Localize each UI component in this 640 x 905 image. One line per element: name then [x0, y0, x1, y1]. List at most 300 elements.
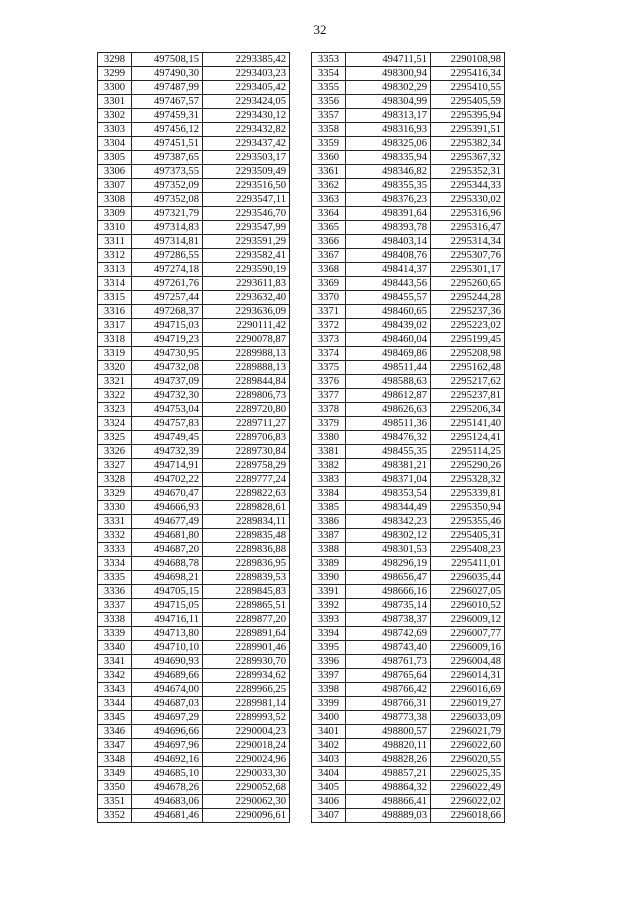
y-coordinate-cell: 2295199,45 [431, 333, 505, 347]
table-row [98, 319, 290, 333]
point-number-cell: 3347 [98, 739, 132, 753]
x-coordinate-cell: 494690,93 [132, 655, 203, 669]
table-row [312, 221, 505, 235]
x-coordinate-cell: 494692,16 [132, 753, 203, 767]
y-coordinate-cell: 2289828,61 [203, 501, 290, 515]
table-row [312, 235, 505, 249]
x-coordinate-cell: 498820,11 [346, 739, 431, 753]
table-row [312, 697, 505, 711]
point-number-cell: 3392 [312, 599, 346, 613]
point-number-cell: 3379 [312, 417, 346, 431]
x-coordinate-cell: 498346,82 [346, 165, 431, 179]
table-row [312, 319, 505, 333]
y-coordinate-cell: 2295301,17 [431, 263, 505, 277]
x-coordinate-cell: 494696,66 [132, 725, 203, 739]
x-coordinate-cell: 498443,56 [346, 277, 431, 291]
point-number-cell: 3378 [312, 403, 346, 417]
point-number-cell: 3307 [98, 179, 132, 193]
x-coordinate-cell: 494732,30 [132, 389, 203, 403]
table-row [98, 655, 290, 669]
x-coordinate-cell: 498302,29 [346, 81, 431, 95]
y-coordinate-cell: 2296019,27 [431, 697, 505, 711]
y-coordinate-cell: 2295367,32 [431, 151, 505, 165]
y-coordinate-cell: 2296022,60 [431, 739, 505, 753]
x-coordinate-cell: 498773,38 [346, 711, 431, 725]
y-coordinate-cell: 2295382,34 [431, 137, 505, 151]
table-row [98, 305, 290, 319]
y-coordinate-cell: 2295314,34 [431, 235, 505, 249]
point-number-cell: 3354 [312, 67, 346, 81]
x-coordinate-cell: 494753,04 [132, 403, 203, 417]
point-number-cell: 3373 [312, 333, 346, 347]
point-number-cell: 3310 [98, 221, 132, 235]
table-row [98, 473, 290, 487]
y-coordinate-cell: 2290111,42 [203, 319, 290, 333]
x-coordinate-cell: 497352,09 [132, 179, 203, 193]
y-coordinate-cell: 2295260,65 [431, 277, 505, 291]
y-coordinate-cell: 2295330,02 [431, 193, 505, 207]
table-row [98, 389, 290, 403]
point-number-cell: 3369 [312, 277, 346, 291]
table-row [98, 641, 290, 655]
x-coordinate-cell: 498766,31 [346, 697, 431, 711]
x-coordinate-cell: 494670,47 [132, 487, 203, 501]
x-coordinate-cell: 498439,02 [346, 319, 431, 333]
table-row [312, 557, 505, 571]
point-number-cell: 3341 [98, 655, 132, 669]
point-number-cell: 3360 [312, 151, 346, 165]
point-number-cell: 3349 [98, 767, 132, 781]
point-number-cell: 3329 [98, 487, 132, 501]
y-coordinate-cell: 2295316,96 [431, 207, 505, 221]
point-number-cell: 3301 [98, 95, 132, 109]
table-row [312, 431, 505, 445]
y-coordinate-cell: 2295395,94 [431, 109, 505, 123]
y-coordinate-cell: 2295206,34 [431, 403, 505, 417]
table-row [98, 739, 290, 753]
y-coordinate-cell: 2289865,51 [203, 599, 290, 613]
x-coordinate-cell: 498735,14 [346, 599, 431, 613]
y-coordinate-cell: 2296007,77 [431, 627, 505, 641]
table-row [98, 277, 290, 291]
x-coordinate-cell: 497268,37 [132, 305, 203, 319]
point-number-cell: 3338 [98, 613, 132, 627]
y-coordinate-cell: 2293590,19 [203, 263, 290, 277]
y-coordinate-cell: 2293547,11 [203, 193, 290, 207]
point-number-cell: 3356 [312, 95, 346, 109]
y-coordinate-cell: 2295405,31 [431, 529, 505, 543]
table-row [312, 361, 505, 375]
point-number-cell: 3334 [98, 557, 132, 571]
table-row [312, 585, 505, 599]
table-row [98, 249, 290, 263]
x-coordinate-cell: 494715,05 [132, 599, 203, 613]
table-row [98, 361, 290, 375]
point-number-cell: 3384 [312, 487, 346, 501]
point-number-cell: 3309 [98, 207, 132, 221]
y-coordinate-cell: 2293582,41 [203, 249, 290, 263]
x-coordinate-cell: 498455,57 [346, 291, 431, 305]
table-row [98, 347, 290, 361]
x-coordinate-cell: 494689,66 [132, 669, 203, 683]
point-number-cell: 3357 [312, 109, 346, 123]
y-coordinate-cell: 2289806,73 [203, 389, 290, 403]
x-coordinate-cell: 494674,00 [132, 683, 203, 697]
point-number-cell: 3355 [312, 81, 346, 95]
point-number-cell: 3389 [312, 557, 346, 571]
point-number-cell: 3333 [98, 543, 132, 557]
y-coordinate-cell: 2295408,23 [431, 543, 505, 557]
x-coordinate-cell: 497274,18 [132, 263, 203, 277]
point-number-cell: 3351 [98, 795, 132, 809]
y-coordinate-cell: 2289934,62 [203, 669, 290, 683]
table-row [98, 599, 290, 613]
point-number-cell: 3403 [312, 753, 346, 767]
table-row [98, 501, 290, 515]
y-coordinate-cell: 2295290,26 [431, 459, 505, 473]
x-coordinate-cell: 498864,32 [346, 781, 431, 795]
x-coordinate-cell: 497490,30 [132, 67, 203, 81]
y-coordinate-cell: 2295244,28 [431, 291, 505, 305]
y-coordinate-cell: 2296021,79 [431, 725, 505, 739]
y-coordinate-cell: 2296022,02 [431, 795, 505, 809]
x-coordinate-cell: 494687,03 [132, 697, 203, 711]
x-coordinate-cell: 494732,39 [132, 445, 203, 459]
table-row [312, 95, 505, 109]
y-coordinate-cell: 2289993,52 [203, 711, 290, 725]
y-coordinate-cell: 2290078,87 [203, 333, 290, 347]
table-row [312, 347, 505, 361]
y-coordinate-cell: 2295391,51 [431, 123, 505, 137]
x-coordinate-cell: 494732,08 [132, 361, 203, 375]
x-coordinate-cell: 498828,26 [346, 753, 431, 767]
point-number-cell: 3380 [312, 431, 346, 445]
point-number-cell: 3324 [98, 417, 132, 431]
x-coordinate-cell: 498743,40 [346, 641, 431, 655]
table-row [98, 123, 290, 137]
y-coordinate-cell: 2289930,70 [203, 655, 290, 669]
y-coordinate-cell: 2295237,81 [431, 389, 505, 403]
x-coordinate-cell: 494666,93 [132, 501, 203, 515]
x-coordinate-cell: 494705,15 [132, 585, 203, 599]
coordinates-table-left [97, 52, 290, 823]
point-number-cell: 3407 [312, 809, 346, 823]
table-row [312, 655, 505, 669]
point-number-cell: 3391 [312, 585, 346, 599]
x-coordinate-cell: 498342,23 [346, 515, 431, 529]
table-row [312, 473, 505, 487]
table-row [98, 431, 290, 445]
x-coordinate-cell: 498889,03 [346, 809, 431, 823]
y-coordinate-cell: 2296016,69 [431, 683, 505, 697]
table-row [312, 739, 505, 753]
y-coordinate-cell: 2293430,12 [203, 109, 290, 123]
x-coordinate-cell: 494714,91 [132, 459, 203, 473]
table-row [312, 725, 505, 739]
table-row [98, 795, 290, 809]
y-coordinate-cell: 2295208,98 [431, 347, 505, 361]
point-number-cell: 3321 [98, 375, 132, 389]
y-coordinate-cell: 2289836,95 [203, 557, 290, 571]
x-coordinate-cell: 497373,55 [132, 165, 203, 179]
y-coordinate-cell: 2296035,44 [431, 571, 505, 585]
point-number-cell: 3318 [98, 333, 132, 347]
y-coordinate-cell: 2289777,24 [203, 473, 290, 487]
y-coordinate-cell: 2295307,76 [431, 249, 505, 263]
point-number-cell: 3304 [98, 137, 132, 151]
coordinates-table-right [311, 52, 505, 823]
x-coordinate-cell: 498313,17 [346, 109, 431, 123]
x-coordinate-cell: 498325,06 [346, 137, 431, 151]
point-number-cell: 3402 [312, 739, 346, 753]
point-number-cell: 3302 [98, 109, 132, 123]
y-coordinate-cell: 2289844,84 [203, 375, 290, 389]
table-row [312, 305, 505, 319]
x-coordinate-cell: 498588,63 [346, 375, 431, 389]
y-coordinate-cell: 2293403,23 [203, 67, 290, 81]
table-row [98, 53, 290, 67]
x-coordinate-cell: 494681,80 [132, 529, 203, 543]
x-coordinate-cell: 498414,37 [346, 263, 431, 277]
point-number-cell: 3335 [98, 571, 132, 585]
y-coordinate-cell: 2293503,17 [203, 151, 290, 165]
y-coordinate-cell: 2293437,42 [203, 137, 290, 151]
x-coordinate-cell: 497467,57 [132, 95, 203, 109]
point-number-cell: 3382 [312, 459, 346, 473]
point-number-cell: 3327 [98, 459, 132, 473]
x-coordinate-cell: 498857,21 [346, 767, 431, 781]
y-coordinate-cell: 2295416,34 [431, 67, 505, 81]
point-number-cell: 3319 [98, 347, 132, 361]
table-row [98, 557, 290, 571]
table-row [98, 753, 290, 767]
point-number-cell: 3359 [312, 137, 346, 151]
table-row [98, 375, 290, 389]
y-coordinate-cell: 2289981,14 [203, 697, 290, 711]
point-number-cell: 3381 [312, 445, 346, 459]
x-coordinate-cell: 498381,21 [346, 459, 431, 473]
x-coordinate-cell: 498765,64 [346, 669, 431, 683]
table-row [98, 235, 290, 249]
point-number-cell: 3331 [98, 515, 132, 529]
x-coordinate-cell: 498371,04 [346, 473, 431, 487]
x-coordinate-cell: 497257,44 [132, 291, 203, 305]
table-row [98, 417, 290, 431]
table-row [98, 179, 290, 193]
table-row [312, 767, 505, 781]
y-coordinate-cell: 2290052,68 [203, 781, 290, 795]
y-coordinate-cell: 2293547,99 [203, 221, 290, 235]
point-number-cell: 3368 [312, 263, 346, 277]
y-coordinate-cell: 2296009,12 [431, 613, 505, 627]
point-number-cell: 3406 [312, 795, 346, 809]
y-coordinate-cell: 2296027,05 [431, 585, 505, 599]
y-coordinate-cell: 2295124,41 [431, 431, 505, 445]
table-row [312, 501, 505, 515]
table-row [98, 207, 290, 221]
table-row [312, 543, 505, 557]
table-row [312, 291, 505, 305]
point-number-cell: 3375 [312, 361, 346, 375]
x-coordinate-cell: 497321,79 [132, 207, 203, 221]
x-coordinate-cell: 498460,65 [346, 305, 431, 319]
table-row [312, 263, 505, 277]
x-coordinate-cell: 498393,78 [346, 221, 431, 235]
y-coordinate-cell: 2293632,40 [203, 291, 290, 305]
table-row [312, 683, 505, 697]
x-coordinate-cell: 498344,49 [346, 501, 431, 515]
y-coordinate-cell: 2290062,30 [203, 795, 290, 809]
y-coordinate-cell: 2289877,20 [203, 613, 290, 627]
point-number-cell: 3311 [98, 235, 132, 249]
y-coordinate-cell: 2289834,11 [203, 515, 290, 529]
table-row [98, 137, 290, 151]
point-number-cell: 3370 [312, 291, 346, 305]
x-coordinate-cell: 497487,99 [132, 81, 203, 95]
point-number-cell: 3300 [98, 81, 132, 95]
point-number-cell: 3343 [98, 683, 132, 697]
point-number-cell: 3372 [312, 319, 346, 333]
y-coordinate-cell: 2293546,70 [203, 207, 290, 221]
y-coordinate-cell: 2293432,82 [203, 123, 290, 137]
x-coordinate-cell: 498666,16 [346, 585, 431, 599]
table-row [312, 627, 505, 641]
table-row [312, 81, 505, 95]
table-row [312, 641, 505, 655]
table-row [312, 781, 505, 795]
point-number-cell: 3361 [312, 165, 346, 179]
x-coordinate-cell: 497314,83 [132, 221, 203, 235]
y-coordinate-cell: 2296009,16 [431, 641, 505, 655]
point-number-cell: 3398 [312, 683, 346, 697]
x-coordinate-cell: 494681,46 [132, 809, 203, 823]
x-coordinate-cell: 498296,19 [346, 557, 431, 571]
coordinates-table-right-body [312, 53, 505, 823]
y-coordinate-cell: 2289888,13 [203, 361, 290, 375]
point-number-cell: 3332 [98, 529, 132, 543]
x-coordinate-cell: 498316,93 [346, 123, 431, 137]
y-coordinate-cell: 2293424,05 [203, 95, 290, 109]
x-coordinate-cell: 497459,31 [132, 109, 203, 123]
y-coordinate-cell: 2295410,55 [431, 81, 505, 95]
x-coordinate-cell: 498353,54 [346, 487, 431, 501]
x-coordinate-cell: 498511,44 [346, 361, 431, 375]
point-number-cell: 3316 [98, 305, 132, 319]
point-number-cell: 3371 [312, 305, 346, 319]
point-number-cell: 3377 [312, 389, 346, 403]
y-coordinate-cell: 2295405,59 [431, 95, 505, 109]
y-coordinate-cell: 2289706,83 [203, 431, 290, 445]
y-coordinate-cell: 2290018,24 [203, 739, 290, 753]
y-coordinate-cell: 2296020,55 [431, 753, 505, 767]
x-coordinate-cell: 498460,04 [346, 333, 431, 347]
table-row [312, 711, 505, 725]
point-number-cell: 3397 [312, 669, 346, 683]
x-coordinate-cell: 498612,87 [346, 389, 431, 403]
x-coordinate-cell: 497451,51 [132, 137, 203, 151]
table-row [312, 487, 505, 501]
point-number-cell: 3367 [312, 249, 346, 263]
y-coordinate-cell: 2290024,96 [203, 753, 290, 767]
x-coordinate-cell: 494677,49 [132, 515, 203, 529]
table-row [312, 137, 505, 151]
x-coordinate-cell: 494697,96 [132, 739, 203, 753]
table-row [98, 543, 290, 557]
point-number-cell: 3337 [98, 599, 132, 613]
table-row [98, 515, 290, 529]
table-row [312, 389, 505, 403]
point-number-cell: 3401 [312, 725, 346, 739]
table-row [312, 333, 505, 347]
x-coordinate-cell: 497508,15 [132, 53, 203, 67]
y-coordinate-cell: 2295316,47 [431, 221, 505, 235]
y-coordinate-cell: 2289711,27 [203, 417, 290, 431]
point-number-cell: 3320 [98, 361, 132, 375]
point-number-cell: 3346 [98, 725, 132, 739]
x-coordinate-cell: 494687,20 [132, 543, 203, 557]
x-coordinate-cell: 497314,81 [132, 235, 203, 249]
table-row [98, 151, 290, 165]
x-coordinate-cell: 498469,86 [346, 347, 431, 361]
x-coordinate-cell: 494685,10 [132, 767, 203, 781]
y-coordinate-cell: 2293636,09 [203, 305, 290, 319]
x-coordinate-cell: 497352,08 [132, 193, 203, 207]
table-row [98, 627, 290, 641]
x-coordinate-cell: 498626,63 [346, 403, 431, 417]
point-number-cell: 3352 [98, 809, 132, 823]
table-row [312, 669, 505, 683]
table-row [312, 249, 505, 263]
table-row [98, 529, 290, 543]
x-coordinate-cell: 498391,64 [346, 207, 431, 221]
point-number-cell: 3348 [98, 753, 132, 767]
point-number-cell: 3340 [98, 641, 132, 655]
y-coordinate-cell: 2289836,88 [203, 543, 290, 557]
x-coordinate-cell: 494710,10 [132, 641, 203, 655]
coordinates-table-left-body [98, 53, 290, 823]
x-coordinate-cell: 497456,12 [132, 123, 203, 137]
y-coordinate-cell: 2289966,25 [203, 683, 290, 697]
table-row [98, 571, 290, 585]
point-number-cell: 3345 [98, 711, 132, 725]
point-number-cell: 3323 [98, 403, 132, 417]
y-coordinate-cell: 2295355,46 [431, 515, 505, 529]
y-coordinate-cell: 2296018,66 [431, 809, 505, 823]
table-row [98, 725, 290, 739]
point-number-cell: 3363 [312, 193, 346, 207]
x-coordinate-cell: 498300,94 [346, 67, 431, 81]
table-row [98, 263, 290, 277]
point-number-cell: 3330 [98, 501, 132, 515]
point-number-cell: 3399 [312, 697, 346, 711]
y-coordinate-cell: 2290108,98 [431, 53, 505, 67]
y-coordinate-cell: 2296014,31 [431, 669, 505, 683]
x-coordinate-cell: 494737,09 [132, 375, 203, 389]
y-coordinate-cell: 2295217,62 [431, 375, 505, 389]
point-number-cell: 3306 [98, 165, 132, 179]
point-number-cell: 3315 [98, 291, 132, 305]
x-coordinate-cell: 494719,23 [132, 333, 203, 347]
table-row [312, 599, 505, 613]
y-coordinate-cell: 2290033,30 [203, 767, 290, 781]
x-coordinate-cell: 498761,73 [346, 655, 431, 669]
table-row [98, 697, 290, 711]
table-row [98, 781, 290, 795]
table-row [312, 151, 505, 165]
point-number-cell: 3390 [312, 571, 346, 585]
x-coordinate-cell: 497387,65 [132, 151, 203, 165]
x-coordinate-cell: 494757,83 [132, 417, 203, 431]
